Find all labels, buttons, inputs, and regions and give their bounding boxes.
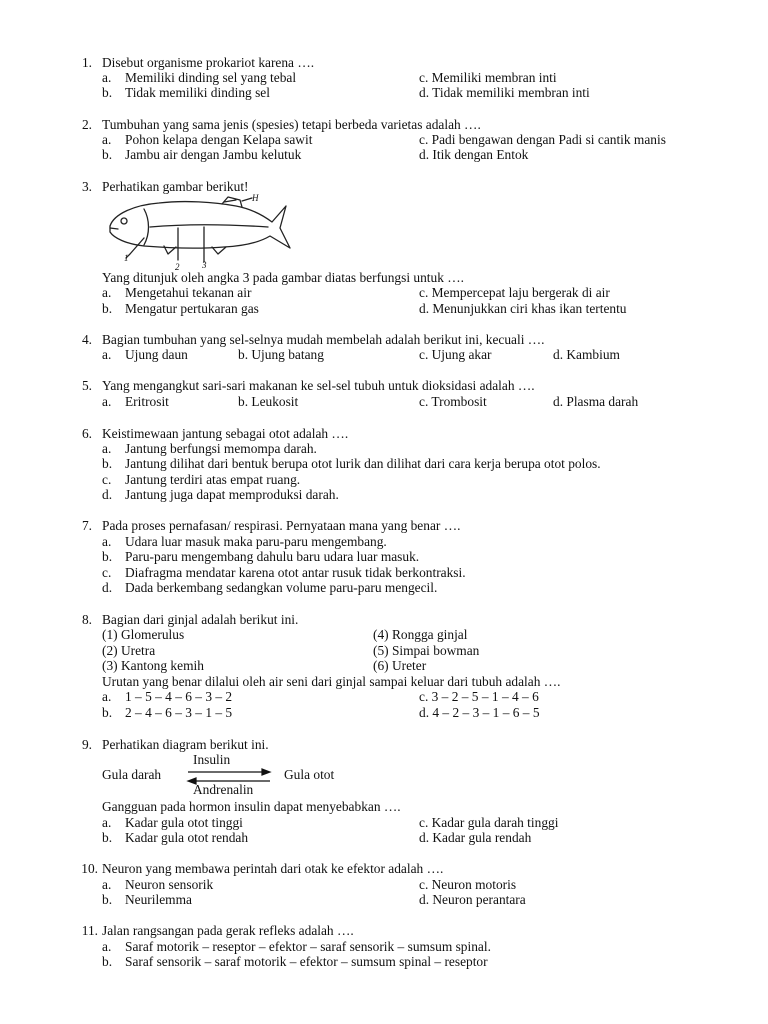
q7-option-c: Diafragma mendatar karena otot antar rusuk tidak berkontraksi. — [125, 565, 466, 580]
q7-stem: Pada proses pernafasan/ respirasi. Pernyataan mana yang benar …. — [102, 518, 461, 533]
q8-option-d: d. 4 – 2 – 3 – 1 – 6 – 5 — [419, 705, 540, 720]
q6-stem: Keistimewaan jantung sebagai otot adalah …. — [102, 426, 349, 441]
q5-stem: Yang mengangkut sari-sari makanan ke sel-sel tubuh untuk dioksidasi adalah …. — [102, 378, 535, 393]
q3-b-letter: b. — [102, 301, 113, 316]
q3-option-a: Mengetahui tekanan air — [125, 285, 252, 300]
q10-option-b: Neurilemma — [125, 892, 192, 907]
q2-stem: Tumbuhan yang sama jenis (spesies) tetapi berbeda varietas adalah …. — [102, 117, 481, 132]
q6-number: 6. — [81, 426, 92, 441]
q1-option-b: Tidak memiliki dinding sel — [125, 85, 270, 100]
q1-option-c: c. Memiliki membran inti — [419, 70, 557, 85]
q8-a-letter: a. — [102, 689, 112, 704]
q10-stem: Neuron yang membawa perintah dari otak ke efektor adalah …. — [102, 861, 444, 876]
q6-option-b: Jantung dilihat dari bentuk berupa otot lurik dan dilihat dari cara kerja berupa otot polos. — [125, 456, 601, 471]
q7-option-b: Paru-paru mengembang dahulu baru udara luar masuk. — [125, 549, 420, 564]
q10-a-letter: a. — [102, 877, 112, 892]
q9-option-d: d. Kadar gula rendah — [419, 830, 532, 845]
q8-part-3: (3) Kantong kemih — [102, 658, 204, 673]
fish-label-2: 2 — [175, 262, 180, 272]
q4-option-a: Ujung daun — [125, 347, 188, 362]
q4-a-letter: a. — [102, 347, 112, 362]
q10-number: 10. — [81, 861, 98, 876]
q9-stem: Perhatikan diagram berikut ini. — [102, 737, 269, 752]
q2-option-d: d. Itik dengan Entok — [419, 147, 529, 162]
q2-a-letter: a. — [102, 132, 112, 147]
q9-b-letter: b. — [102, 830, 113, 845]
q2-option-a: Pohon kelapa dengan Kelapa sawit — [125, 132, 313, 147]
q1-a-letter: a. — [102, 70, 112, 85]
q5-a-letter: a. — [102, 394, 112, 409]
q8-stem: Bagian dari ginjal adalah berikut ini. — [102, 612, 299, 627]
q10-option-a: Neuron sensorik — [125, 877, 214, 892]
q5-option-a: Eritrosit — [125, 394, 169, 409]
q8-part-6: (6) Ureter — [373, 658, 427, 673]
q6-a-letter: a. — [102, 441, 112, 456]
q10-b-letter: b. — [102, 892, 113, 907]
diagram-label-gula-darah: Gula darah — [102, 767, 162, 782]
q5-option-b: b. Leukosit — [238, 394, 299, 409]
q8-part-2: (2) Uretra — [102, 643, 156, 658]
q8-part-5: (5) Simpai bowman — [373, 643, 480, 658]
q8-question: Urutan yang benar dilalui oleh air seni dari ginjal sampai keluar dari tubuh adalah …. — [102, 674, 561, 689]
q3-option-b: Mengatur pertukaran gas — [125, 301, 259, 316]
diagram-label-gula-otot: Gula otot — [284, 767, 335, 782]
q3-question: Yang ditunjuk oleh angka 3 pada gambar diatas berfungsi untuk …. — [102, 270, 464, 285]
q2-option-b: Jambu air dengan Jambu kelutuk — [125, 147, 302, 162]
q4-option-d: d. Kambium — [553, 347, 620, 362]
q7-c-letter: c. — [102, 565, 112, 580]
diagram-label-andrenalin: Andrenalin — [193, 782, 254, 797]
q4-number: 4. — [81, 332, 92, 347]
q8-option-c: c. 3 – 2 – 5 – 1 – 4 – 6 — [419, 689, 539, 704]
q8-part-1: (1) Glomerulus — [102, 627, 185, 642]
q11-number: 11. — [81, 923, 98, 938]
q2-number: 2. — [81, 117, 92, 132]
fish-figure — [104, 194, 294, 270]
q3-a-letter: a. — [102, 285, 112, 300]
q11-a-letter: a. — [102, 939, 112, 954]
q10-option-d: d. Neuron perantara — [419, 892, 526, 907]
q1-stem: Disebut organisme prokariot karena …. — [102, 55, 315, 70]
q4-option-b: b. Ujung batang — [238, 347, 324, 362]
diagram-label-insulin: Insulin — [193, 752, 231, 767]
q8-number: 8. — [81, 612, 92, 627]
q6-d-letter: d. — [102, 487, 113, 502]
q1-number: 1. — [81, 55, 92, 70]
q4-option-c: c. Ujung akar — [419, 347, 492, 362]
q5-number: 5. — [81, 378, 92, 393]
q2-b-letter: b. — [102, 147, 113, 162]
q1-b-letter: b. — [102, 85, 113, 100]
q3-option-d: d. Menunjukkan ciri khas ikan tertentu — [419, 301, 627, 316]
q6-c-letter: c. — [102, 472, 112, 487]
q1-option-a: Memiliki dinding sel yang tebal — [125, 70, 297, 85]
fish-label-3: 3 — [202, 260, 207, 270]
q4-stem: Bagian tumbuhan yang sel-selnya mudah membelah adalah berikut ini, kecuali …. — [102, 332, 545, 347]
q10-option-c: c. Neuron motoris — [419, 877, 517, 892]
q9-option-b: Kadar gula otot rendah — [125, 830, 249, 845]
q5-option-d: d. Plasma darah — [553, 394, 639, 409]
q7-number: 7. — [81, 518, 92, 533]
q8-option-a: 1 – 5 – 4 – 6 – 3 – 2 — [125, 689, 233, 704]
q7-option-d: Dada berkembang sedangkan volume paru-paru mengecil. — [125, 580, 438, 595]
q9-a-letter: a. — [102, 815, 112, 830]
q2-option-c: c. Padi bengawan dengan Padi si cantik manis — [419, 132, 666, 147]
fish-label-1: 1 — [124, 253, 129, 263]
q8-part-4: (4) Rongga ginjal — [373, 627, 468, 642]
q6-option-a: Jantung berfungsi memompa darah. — [125, 441, 317, 456]
q11-option-a: Saraf motorik – reseptor – efektor – saraf sensorik – sumsum spinal. — [125, 939, 491, 954]
q9-option-c: c. Kadar gula darah tinggi — [419, 815, 559, 830]
q7-d-letter: d. — [102, 580, 113, 595]
q3-stem: Perhatikan gambar berikut! — [102, 179, 249, 194]
q11-stem: Jalan rangsangan pada gerak refleks adalah …. — [102, 923, 354, 938]
q6-b-letter: b. — [102, 456, 113, 471]
q6-option-c: Jantung terdiri atas empat ruang. — [125, 472, 301, 487]
q9-option-a: Kadar gula otot tinggi — [125, 815, 243, 830]
q11-option-b: Saraf sensorik – saraf motorik – efektor – sumsum spinal – reseptor — [125, 954, 488, 969]
q5-option-c: c. Trombosit — [419, 394, 487, 409]
q7-a-letter: a. — [102, 534, 112, 549]
q7-option-a: Udara luar masuk maka paru-paru mengembang. — [125, 534, 387, 549]
q3-number: 3. — [81, 179, 92, 194]
fish-label-h: H — [252, 193, 259, 203]
q8-option-b: 2 – 4 – 6 – 3 – 1 – 5 — [125, 705, 233, 720]
q11-b-letter: b. — [102, 954, 113, 969]
q6-option-d: Jantung juga dapat memproduksi darah. — [125, 487, 339, 502]
q1-option-d: d. Tidak memiliki membran inti — [419, 85, 590, 100]
q9-question: Gangguan pada hormon insulin dapat menyebabkan …. — [102, 799, 401, 814]
q3-option-c: c. Mempercepat laju bergerak di air — [419, 285, 610, 300]
q7-b-letter: b. — [102, 549, 113, 564]
q9-number: 9. — [81, 737, 92, 752]
q8-b-letter: b. — [102, 705, 113, 720]
